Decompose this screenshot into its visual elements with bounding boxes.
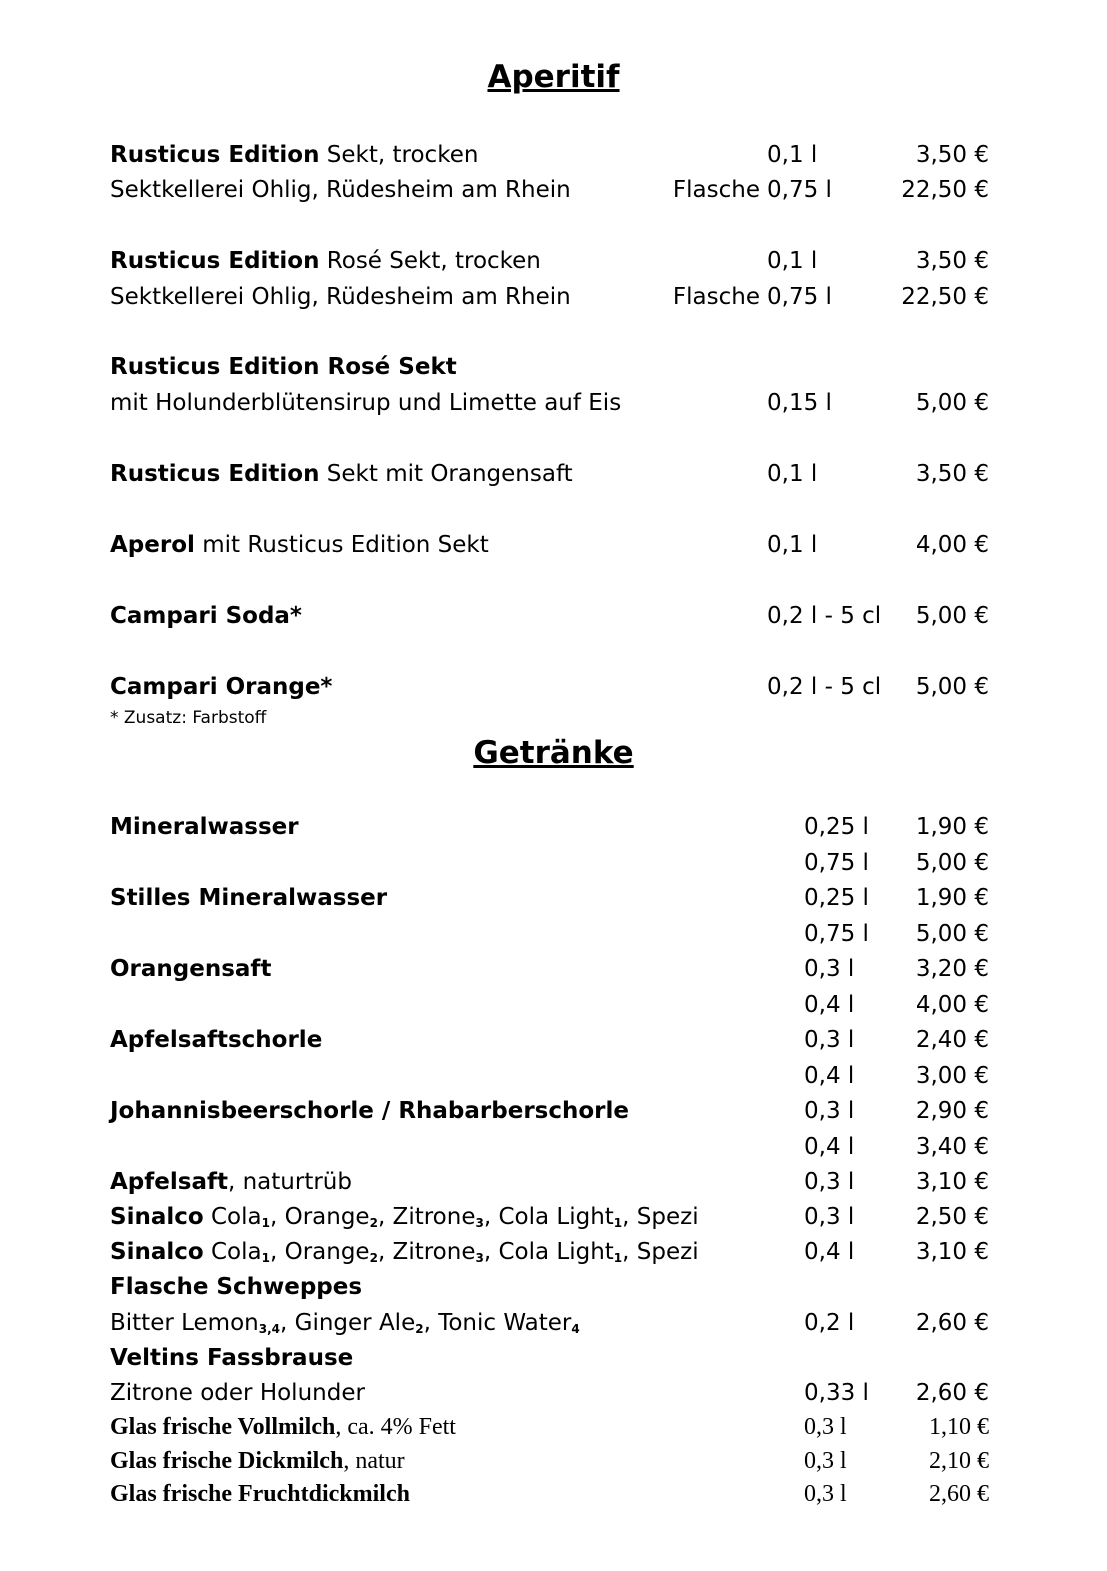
additive-index: 1 [613, 1216, 623, 1230]
item-description [110, 1094, 629, 1128]
flavor-name: Cola [203, 1204, 262, 1230]
item-description [110, 1477, 410, 1511]
aperitif-item [0, 528, 1107, 562]
item-name: Veltins Fassbrause [110, 1345, 354, 1371]
item-price: 2,50 € [915, 1204, 989, 1230]
item-detail: , natur [343, 1448, 405, 1474]
flavor-name: , Spezi [622, 1204, 699, 1230]
item-price: 4,00 € [915, 992, 989, 1018]
item-price: 5,00 € [915, 850, 989, 876]
item-name: Apfelsaft [110, 1169, 228, 1195]
item-price: 2,60 € [915, 1380, 989, 1406]
item-price: 1,10 € [929, 1414, 989, 1440]
item-description [110, 1341, 353, 1375]
item-description [110, 1023, 322, 1057]
getraenke-item [0, 1341, 1107, 1375]
item-description [110, 1376, 365, 1410]
item-price: 3,10 € [915, 1239, 989, 1265]
item-price: 22,50 € [901, 177, 989, 203]
getraenke-item [0, 1444, 1107, 1478]
item-detail: mit Rusticus Edition Sekt [194, 532, 489, 558]
item-detail: Zitrone oder Holunder [110, 1380, 365, 1406]
item-volume: 0,75 l [767, 284, 832, 310]
additive-index: 3 [475, 1216, 484, 1230]
getraenke-item [0, 1200, 1107, 1234]
item-name: Orangensaft [110, 956, 272, 982]
aperitif-heading: Aperitif [487, 59, 620, 95]
item-price: 5,00 € [915, 603, 989, 629]
item-volume: 0,4 l [804, 1239, 855, 1265]
item-detail: Rosé Sekt, trocken [319, 248, 541, 274]
item-description [110, 1235, 699, 1269]
item-price: 2,60 € [915, 1310, 989, 1336]
aperitif-item [0, 350, 1107, 384]
item-volume: 0,4 l [804, 1063, 855, 1089]
item-description [110, 173, 571, 207]
flavor-name: , Cola Light [483, 1204, 614, 1230]
item-name: Glas frische Dickmilch [110, 1448, 344, 1474]
item-detail: mit Holunderblütensirup und Limette auf Eis [110, 390, 622, 416]
item-detail: , naturtrüb [227, 1169, 352, 1195]
item-name: Aperol [110, 532, 195, 558]
additive-index: 2 [415, 1322, 424, 1336]
item-name: Rusticus Edition [110, 461, 320, 487]
item-price: 3,40 € [915, 1134, 989, 1160]
item-volume: 0,3 l [804, 1098, 855, 1124]
item-volume: 0,3 l [804, 1481, 847, 1507]
flavor-name: , Zitrone [377, 1239, 476, 1265]
item-volume: 0,3 l [804, 956, 855, 982]
getraenke-item [0, 1410, 1107, 1444]
item-name: Johannisbeerschorle / Rhabarberschorle [110, 1098, 629, 1124]
item-volume: 0,2 l - 5 cl [767, 674, 882, 700]
flavor-name: Bitter Lemon [110, 1310, 259, 1336]
item-price: 4,00 € [915, 532, 989, 558]
flavor-name: , Orange [269, 1204, 370, 1230]
item-name: Apfelsaftschorle [110, 1027, 323, 1053]
item-price: 5,00 € [915, 390, 989, 416]
item-price: 3,00 € [915, 1063, 989, 1089]
item-description [110, 952, 271, 986]
item-description [110, 528, 489, 562]
item-volume: 0,2 l - 5 cl [767, 603, 882, 629]
bottle-label: Flasche [672, 177, 760, 203]
additive-index: 2 [369, 1216, 378, 1230]
getraenke-item [0, 1059, 1107, 1093]
item-price: 2,90 € [915, 1098, 989, 1124]
item-description [110, 1200, 699, 1234]
item-volume: 0,33 l [804, 1380, 869, 1406]
flavor-name: , Tonic Water [423, 1310, 572, 1336]
item-description [110, 457, 573, 491]
getraenke-heading: Getränke [473, 735, 634, 771]
getraenke-item [0, 952, 1107, 986]
item-price: 3,10 € [915, 1169, 989, 1195]
item-description [110, 881, 387, 915]
additive-index: 4 [571, 1322, 580, 1336]
item-detail: Sektkellerei Ohlig, Rüdesheim am Rhein [110, 284, 571, 310]
item-name: Campari Soda* [110, 603, 302, 629]
getraenke-item [0, 1094, 1107, 1128]
item-description [110, 1165, 352, 1199]
item-volume: 0,25 l [804, 885, 869, 911]
aperitif-item [0, 670, 1107, 704]
aperitif-item [0, 599, 1107, 633]
getraenke-item [0, 1235, 1107, 1269]
item-name: Rusticus Edition Rosé Sekt [110, 354, 457, 380]
item-volume: 0,15 l [767, 390, 832, 416]
item-volume: 0,2 l [804, 1310, 855, 1336]
item-price: 2,10 € [929, 1448, 989, 1474]
flavor-name: , Ginger Ale [280, 1310, 416, 1336]
additive-index: 3 [475, 1251, 484, 1265]
aperitif-item [0, 173, 1107, 207]
item-detail: , ca. 4% Fett [335, 1414, 456, 1440]
item-detail: Sekt mit Orangensaft [319, 461, 573, 487]
item-name: Sinalco [110, 1204, 204, 1230]
item-volume: 0,3 l [804, 1448, 847, 1474]
item-name: Glas frische Vollmilch [110, 1414, 336, 1440]
item-volume: 0,1 l [767, 532, 818, 558]
item-description [110, 599, 302, 633]
getraenke-item [0, 1165, 1107, 1199]
item-name: Sinalco [110, 1239, 204, 1265]
flavor-name: , Spezi [622, 1239, 699, 1265]
item-description [110, 810, 299, 844]
item-volume: 0,1 l [767, 142, 818, 168]
item-description [110, 1306, 580, 1340]
item-price: 1,90 € [915, 885, 989, 911]
footnote: * Zusatz: Farbstoff [110, 708, 267, 728]
additive-index: 1 [261, 1216, 270, 1230]
additive-index: 1 [613, 1251, 623, 1265]
item-description [110, 386, 621, 420]
flavor-name: , Cola Light [483, 1239, 614, 1265]
item-name: Flasche Schweppes [110, 1274, 363, 1300]
item-description [110, 280, 571, 314]
item-name: Glas frische Fruchtdickmilch [110, 1481, 410, 1507]
getraenke-item [0, 810, 1107, 844]
getraenke-item [0, 1376, 1107, 1410]
item-volume: 0,3 l [804, 1204, 855, 1230]
item-description [110, 1270, 362, 1304]
item-volume: 0,1 l [767, 461, 818, 487]
getraenke-item [0, 881, 1107, 915]
item-price: 1,90 € [915, 814, 989, 840]
item-volume: 0,3 l [804, 1169, 855, 1195]
item-description [110, 1444, 405, 1478]
item-volume: 0,75 l [767, 177, 832, 203]
item-price: 3,50 € [915, 248, 989, 274]
item-detail: Sektkellerei Ohlig, Rüdesheim am Rhein [110, 177, 571, 203]
item-price: 3,50 € [915, 142, 989, 168]
item-volume: 0,1 l [767, 248, 818, 274]
item-name: Rusticus Edition [110, 248, 320, 274]
getraenke-item [0, 1130, 1107, 1164]
getraenke-item [0, 1270, 1107, 1304]
item-name: Mineralwasser [110, 814, 299, 840]
item-volume: 0,4 l [804, 1134, 855, 1160]
item-name: Stilles Mineralwasser [110, 885, 388, 911]
item-name: Rusticus Edition [110, 142, 320, 168]
item-description [110, 350, 457, 384]
item-price: 5,00 € [915, 674, 989, 700]
item-volume: 0,3 l [804, 1027, 855, 1053]
additive-index: 3,4 [258, 1322, 281, 1336]
item-description [110, 1410, 456, 1444]
aperitif-item [0, 386, 1107, 420]
getraenke-item [0, 1306, 1107, 1340]
item-price: 3,20 € [915, 956, 989, 982]
getraenke-item [0, 1023, 1107, 1057]
bottle-label: Flasche [672, 284, 760, 310]
additive-index: 2 [369, 1251, 378, 1265]
item-detail: Sekt, trocken [319, 142, 479, 168]
getraenke-item [0, 846, 1107, 880]
aperitif-item [0, 457, 1107, 491]
item-volume: 0,75 l [804, 850, 869, 876]
item-price: 2,60 € [929, 1481, 989, 1507]
item-name: Campari Orange* [110, 674, 333, 700]
additive-index: 1 [261, 1251, 270, 1265]
item-price: 22,50 € [901, 284, 989, 310]
flavor-name: , Zitrone [377, 1204, 476, 1230]
aperitif-item [0, 244, 1107, 278]
item-volume: 0,75 l [804, 921, 869, 947]
item-description [110, 244, 541, 278]
aperitif-item [0, 138, 1107, 172]
getraenke-item [0, 988, 1107, 1022]
getraenke-item [0, 917, 1107, 951]
flavor-name: Cola [203, 1239, 262, 1265]
flavor-name: , Orange [269, 1239, 370, 1265]
item-description [110, 138, 478, 172]
item-volume: 0,3 l [804, 1414, 847, 1440]
item-price: 5,00 € [915, 921, 989, 947]
item-price: 3,50 € [915, 461, 989, 487]
getraenke-item [0, 1477, 1107, 1511]
item-description [110, 670, 332, 704]
item-price: 2,40 € [915, 1027, 989, 1053]
item-volume: 0,25 l [804, 814, 869, 840]
aperitif-item [0, 280, 1107, 314]
item-volume: 0,4 l [804, 992, 855, 1018]
